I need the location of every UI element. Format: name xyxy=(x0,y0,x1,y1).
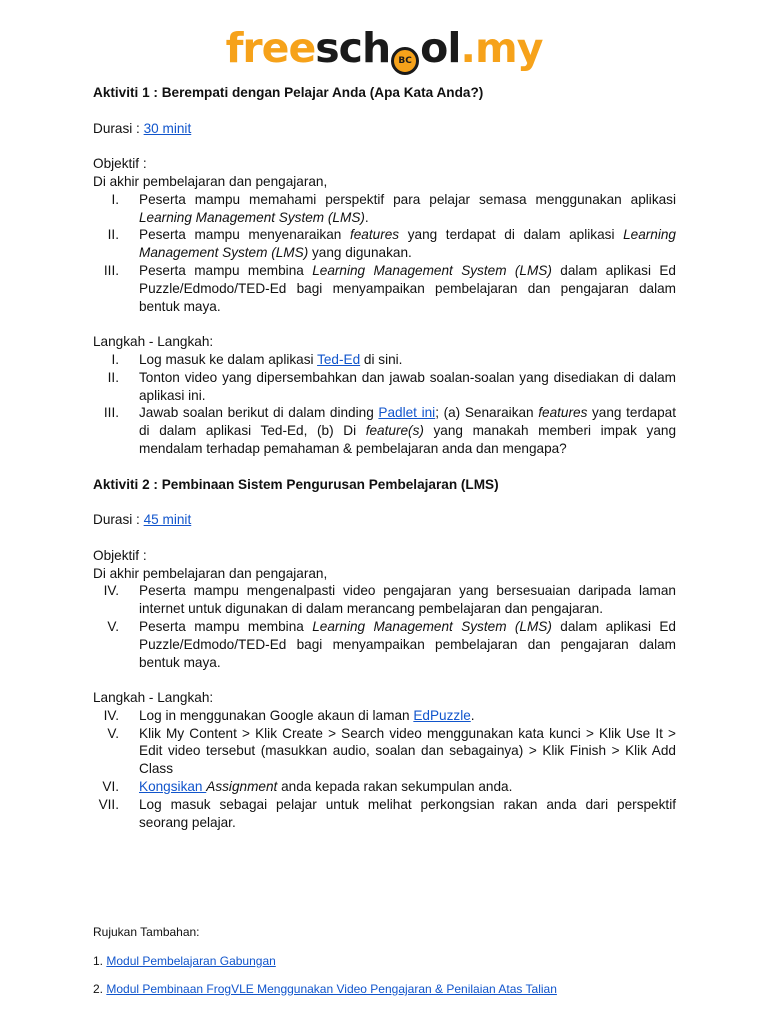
list-item: IV. Peserta mampu mengenalpasti video pengajaran yang bersesuaian daripada laman internet untuk digunakan di dalam merancang pembelajaran dan pengajaran. xyxy=(103,583,676,617)
activity2-duration: Durasi : 45 minit xyxy=(93,512,192,528)
document-body xyxy=(93,84,676,831)
list-item: III. Jawab soalan berikut di dalam dinding Padlet ini; (a) Senaraikan features yang terdapat di dalam aplikasi Ted-Ed, (b) Di feature(s) yang manakah memberi impak yang mendalam terhadap pemahaman & pembelajaran anda dan mengapa? xyxy=(103,405,676,456)
activity2-objective-intro: Di akhir pembelajaran dan pengajaran, xyxy=(93,565,328,581)
reference-link-2[interactable]: Modul Pembinaan FrogVLE Menggunakan Video Pengajaran & Penilaian Atas Talian xyxy=(106,982,557,996)
activity2-duration-link[interactable]: 45 minit xyxy=(143,512,192,528)
activity1-objective-label: Objektif : xyxy=(93,156,147,172)
list-item: VI. Kongsikan Assignment anda kepada rakan sekumpulan anda. xyxy=(102,779,513,795)
activity2-objectives xyxy=(93,582,676,671)
activity2-steps-label: Langkah - Langkah: xyxy=(93,690,214,706)
activity1-steps-label: Langkah - Langkah: xyxy=(93,334,214,350)
activity1-title: Aktiviti 1 : Berempati dengan Pelajar Anda (Apa Kata Anda?) xyxy=(93,85,484,100)
reference-item: 1. Modul Pembelajaran Gabungan xyxy=(93,953,276,968)
activity1-steps xyxy=(93,351,676,458)
list-item: I. Peserta mampu memahami perspektif para pelajar semasa menggunakan aplikasi Learning Management System (LMS). xyxy=(111,191,676,225)
edpuzzle-link[interactable]: EdPuzzle xyxy=(413,707,471,723)
list-item: II. Peserta mampu menyenaraikan features yang terdapat di dalam aplikasi Learning Management System (LMS) yang digunakan. xyxy=(107,227,676,261)
activity1-duration-link[interactable]: 30 minit xyxy=(143,120,192,136)
activity1-objectives xyxy=(93,191,676,316)
freeschool-logo: freesch BC ol.my xyxy=(0,22,768,75)
reference-item: 2. Modul Pembinaan FrogVLE Menggunakan Video Pengajaran & Penilaian Atas Talian xyxy=(93,982,557,996)
activity2-objective-label: Objektif : xyxy=(93,547,147,563)
reference-link-1[interactable]: Modul Pembelajaran Gabungan xyxy=(106,953,276,968)
list-item: III. Peserta mampu membina Learning Management System (LMS) dalam aplikasi Ed Puzzle/Edmodo/TED-Ed bagi menyampaikan pembelajaran dan pengajaran dalam bentuk maya. xyxy=(103,262,676,314)
list-item: V. Klik My Content > Klik Create > Search video menggunakan kata kunci > Klik Use It > Edit video tersebut (masukkan audio, soalan dan sebagainya) > Klik Finish > Klik Add Class xyxy=(107,725,676,777)
kongsikan-link[interactable]: Kongsikan xyxy=(139,779,207,795)
references xyxy=(93,912,557,1010)
activity2-steps xyxy=(93,707,676,832)
padlet-link[interactable]: Padlet ini xyxy=(378,405,436,421)
activity1-duration: Durasi : 30 minit xyxy=(93,120,192,136)
references-label: Rujukan Tambahan: xyxy=(93,925,200,939)
ted-ed-link[interactable]: Ted-Ed xyxy=(317,351,361,367)
list-item: V. Peserta mampu membina Learning Management System (LMS) dalam aplikasi Ed Puzzle/Edmodo/TED-Ed bagi menyampaikan pembelajaran dan pengajaran dalam bentuk maya. xyxy=(107,618,676,670)
logo-badge-icon: BC xyxy=(391,47,419,75)
activity1-objective-intro: Di akhir pembelajaran dan pengajaran, xyxy=(93,173,328,189)
list-item: I. Log masuk ke dalam aplikasi Ted-Ed di sini. xyxy=(111,351,403,367)
list-item: IV. Log in menggunakan Google akaun di laman EdPuzzle. xyxy=(103,707,475,723)
activity2-title: Aktiviti 2 : Pembinaan Sistem Pengurusan Pembelajaran (LMS) xyxy=(93,476,499,492)
list-item: VII. Log masuk sebagai pelajar untuk melihat perkongsian rakan anda dari perspektif seorang pelajar. xyxy=(98,796,676,830)
list-item: II. Tonton video yang dipersembahkan dan jawab soalan-soalan yang disediakan di dalam aplikasi ini. xyxy=(107,369,676,403)
